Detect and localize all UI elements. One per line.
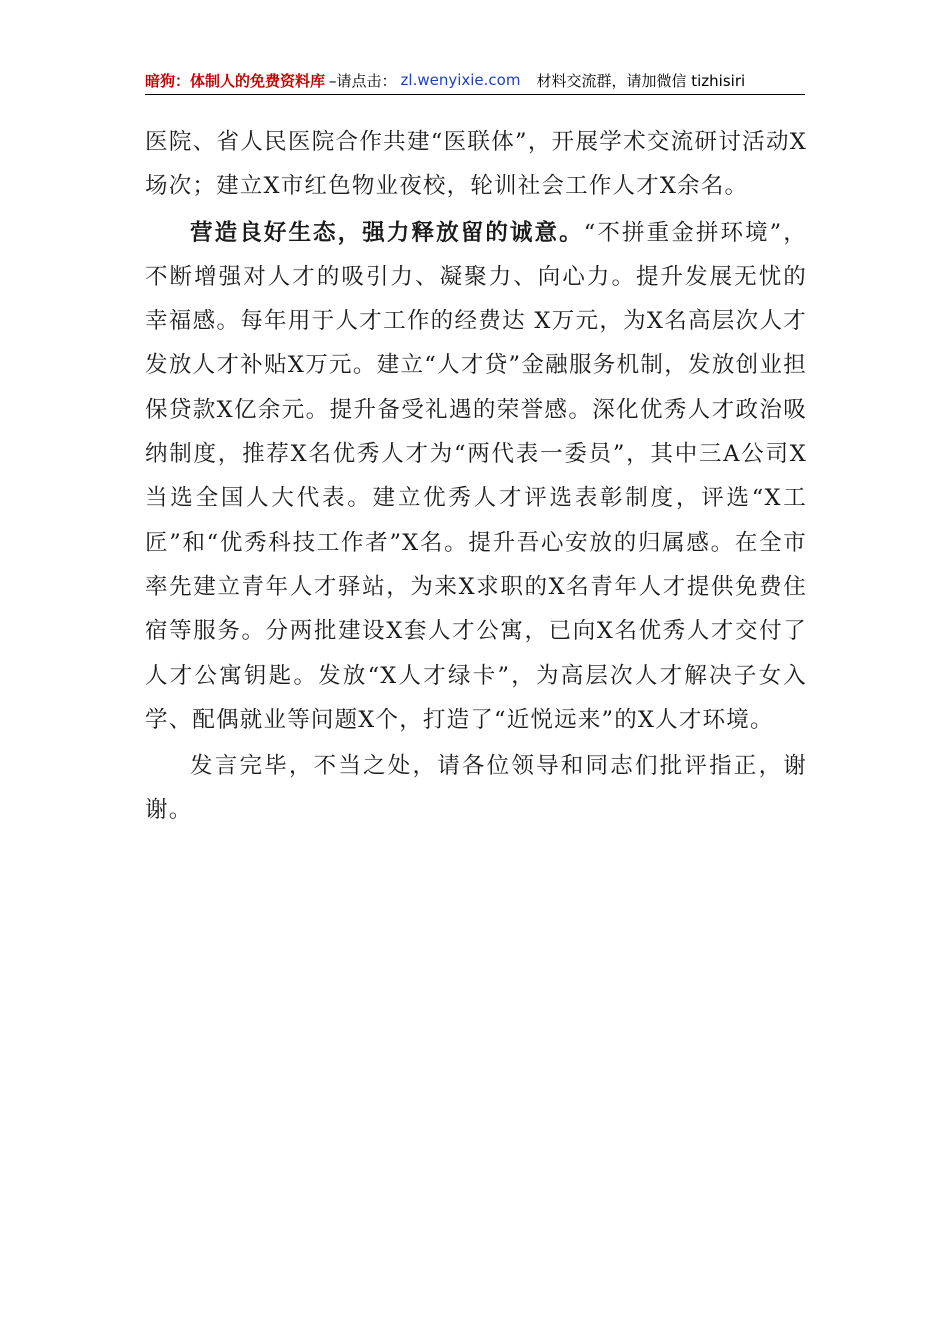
header-brand: 暗狗：体制人的免费资料库	[145, 71, 326, 90]
watermark-header	[145, 66, 805, 95]
document-body	[145, 120, 807, 835]
header-click-prefix: –请点击：	[329, 71, 397, 90]
paragraph-continuation: 医院、省人民医院合作共建“医联体”，开展学术交流研讨活动X场次；建立X市红色物业夜校，轮训社会工作人才X余名。	[145, 129, 807, 200]
header-url-link[interactable]: zl.wenyixie.com	[400, 71, 521, 89]
header-group-text: 材料交流群，请加微信 tizhisiri	[536, 71, 746, 90]
paragraph-ecology	[145, 211, 807, 743]
paragraph-text: “不拼重金拼环境”，不断增强对人才的吸引力、凝聚力、向心力。提升发展无忧的幸福感。每年用于人才工作的经费达 X万元，为X名高层次人才发放人才补贴X万元。建立“人才贷”金融服务机制，发放创业担保贷款X亿余元。提升备受礼遇的荣誉感。深化优秀人才政治吸纳制度，推荐X名优秀人才为“两代表一委员”，其中三A公司X当选全国人大代表。建立优秀人才评选表彰制度，评选“X工匠”和“优秀科技工作者”X名。提升吾心安放的归属感。在全市率先建立青年人才驿站，为来X求职的X名青年人才提供免费住宿等服务。分两批建设X套人才公寓，已向X名优秀人才交付了人才公寓钥匙。发放“X人才绿卡”，为高层次人才解决子女入学、配偶就业等问题X个，打造了“近悦远来”的X人才环境。	[145, 219, 807, 733]
paragraph-closing: 发言完毕，不当之处，请各位领导和同志们批评指正，谢谢。	[145, 753, 807, 824]
paragraph-heading: 营造良好生态，强力释放留的诚意。	[190, 219, 584, 246]
